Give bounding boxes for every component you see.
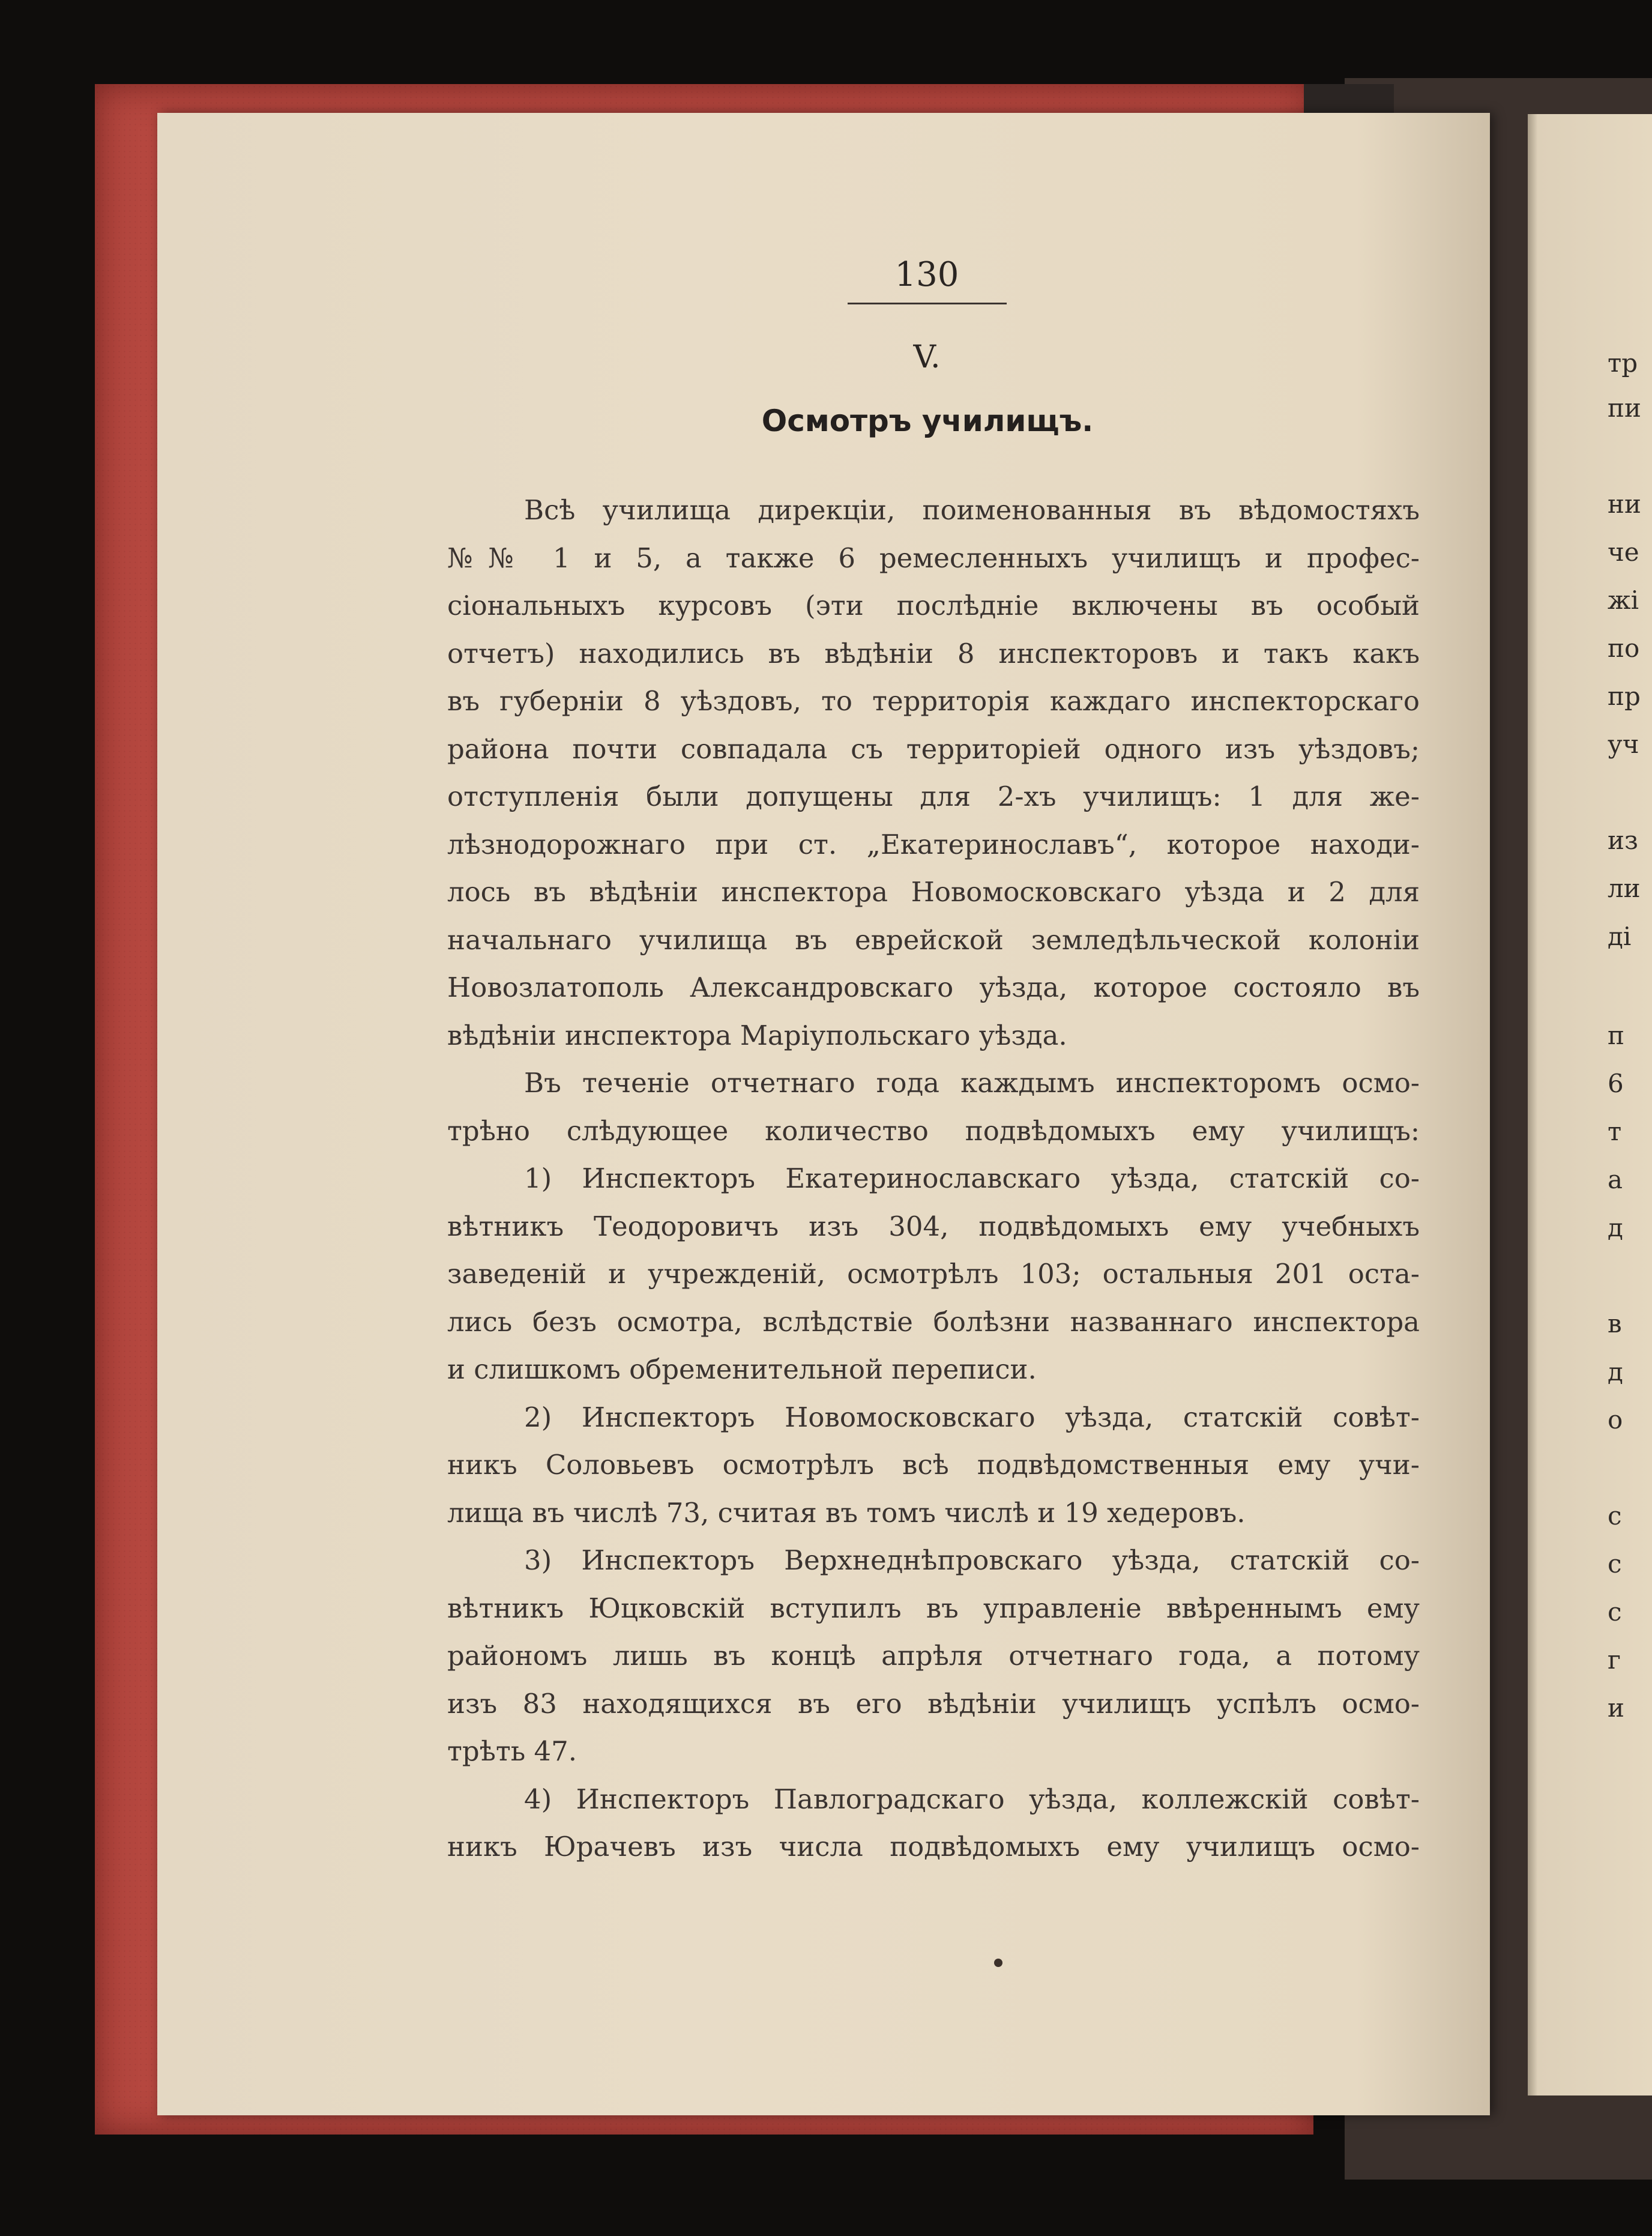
text-line: заведеній и учрежденій, осмотрѣлъ 103; остальныя 201 оста- bbox=[447, 1258, 1420, 1290]
text-line: 4) Инспекторъ Павлоградскаго уѣзда, коллежскій совѣт- bbox=[524, 1783, 1420, 1815]
next-page-fragment: ді bbox=[1608, 922, 1632, 951]
text-line: сіональныхъ курсовъ (эти послѣдніе включены въ особый bbox=[447, 590, 1420, 621]
next-page-fragment: жі bbox=[1608, 585, 1639, 615]
text-line: №№ 1 и 5, а также 6 ремесленныхъ училищъ и профес- bbox=[447, 542, 1420, 574]
text-line: Новозлатополь Александровскаго уѣзда, которое состояло въ bbox=[447, 971, 1420, 1003]
next-page-fragment: по bbox=[1608, 633, 1640, 663]
text-line: въ губерніи 8 уѣздовъ, то территорія каждаго инспекторскаго bbox=[447, 685, 1420, 717]
section-numeral: V. bbox=[913, 339, 941, 375]
text-line: изъ 83 находящихся въ его вѣдѣніи училищъ успѣлъ осмо- bbox=[447, 1687, 1420, 1720]
next-page-fragment: и bbox=[1608, 1693, 1624, 1723]
next-page-fragment: тр bbox=[1608, 348, 1638, 378]
text-line: никъ Юрачевъ изъ числа подвѣдомыхъ ему училищъ осмо- bbox=[447, 1831, 1420, 1863]
section-title: Осмотръ училищъ. bbox=[761, 403, 1094, 438]
next-page-fragment: пр bbox=[1608, 681, 1641, 711]
next-page-fragment: с bbox=[1608, 1549, 1622, 1579]
text-line: трѣно слѣдующее количество подвѣдомыхъ ему училищъ: bbox=[447, 1114, 1420, 1147]
next-page-fragment: 6 bbox=[1608, 1069, 1624, 1098]
text-line: 1) Инспекторъ Екатеринославскаго уѣзда, статскій со- bbox=[524, 1162, 1420, 1194]
next-page-fragment: а bbox=[1608, 1165, 1623, 1194]
next-page-fragment: с bbox=[1608, 1501, 1622, 1530]
text-line: и слишкомъ обременительной переписи. bbox=[447, 1353, 1037, 1385]
text-line: 2) Инспекторъ Новомосковскаго уѣзда, статскій совѣт- bbox=[524, 1401, 1420, 1433]
page-mark bbox=[994, 1959, 1002, 1967]
next-page-fragment: п bbox=[1608, 1021, 1624, 1050]
next-page-fragment: ли bbox=[1608, 874, 1641, 903]
text-line: вѣтникъ Юцковскій вступилъ въ управленіе ввѣреннымъ ему bbox=[447, 1592, 1420, 1624]
text-line: Въ теченіе отчетнаго года каждымъ инспекторомъ осмо- bbox=[524, 1067, 1420, 1099]
text-line: района почти совпадала съ территоріей одного изъ уѣздовъ; bbox=[447, 733, 1420, 765]
page-number: 130 bbox=[894, 255, 959, 294]
text-line: трѣть 47. bbox=[447, 1735, 577, 1767]
next-page-fragment: д bbox=[1608, 1357, 1623, 1386]
next-page-fragment: д bbox=[1608, 1213, 1623, 1242]
text-line: никъ Соловьевъ осмотрѣлъ всѣ подвѣдомственныя ему учи- bbox=[447, 1449, 1420, 1481]
text-line: отступленія были допущены для 2-хъ училищъ: 1 для же- bbox=[447, 781, 1420, 812]
body-text bbox=[447, 486, 1420, 1871]
text-line: лись безъ осмотра, вслѣдствіе болѣзни названнаго инспектора bbox=[447, 1305, 1420, 1338]
header-rule bbox=[848, 303, 1007, 304]
next-page-fragment: о bbox=[1608, 1405, 1623, 1434]
next-page-fragment: в bbox=[1608, 1309, 1622, 1338]
next-page-fragment: ни bbox=[1608, 489, 1641, 519]
text-line: вѣдѣніи инспектора Маріупольскаго уѣзда. bbox=[447, 1019, 1067, 1051]
text-line: Всѣ училища дирекціи, поименованныя въ вѣдомостяхъ bbox=[524, 494, 1420, 526]
next-page-fragment: с bbox=[1608, 1597, 1622, 1627]
text-line: начальнаго училища въ еврейской земледѣльческой колоніи bbox=[447, 923, 1420, 956]
text-line: лища въ числѣ 73, считая въ томъ числѣ и 19 хедеровъ. bbox=[447, 1496, 1246, 1529]
text-line: 3) Инспекторъ Верхнеднѣпровскаго уѣзда, статскій со- bbox=[524, 1544, 1420, 1576]
text-line: вѣтникъ Теодоровичъ изъ 304, подвѣдомыхъ ему учебныхъ bbox=[447, 1210, 1420, 1242]
next-page-fragment: че bbox=[1608, 537, 1639, 567]
text-line: лѣзнодорожнаго при ст. „Екатеринославъ“, которое находи- bbox=[447, 828, 1420, 860]
next-page-fragment: уч bbox=[1608, 730, 1639, 759]
text-line: отчетъ) находились въ вѣдѣніи 8 инспекторовъ и такъ какъ bbox=[447, 637, 1420, 669]
next-page-fragment: г bbox=[1608, 1645, 1621, 1675]
next-page-fragment: т bbox=[1608, 1117, 1622, 1146]
text-line: райономъ лишь въ концѣ апрѣля отчетнаго года, а потому bbox=[447, 1640, 1420, 1672]
next-page-fragment: из bbox=[1608, 826, 1638, 855]
next-page-fragment: пи bbox=[1608, 393, 1641, 423]
text-line: лось въ вѣдѣніи инспектора Новомосковскаго уѣзда и 2 для bbox=[447, 876, 1420, 908]
